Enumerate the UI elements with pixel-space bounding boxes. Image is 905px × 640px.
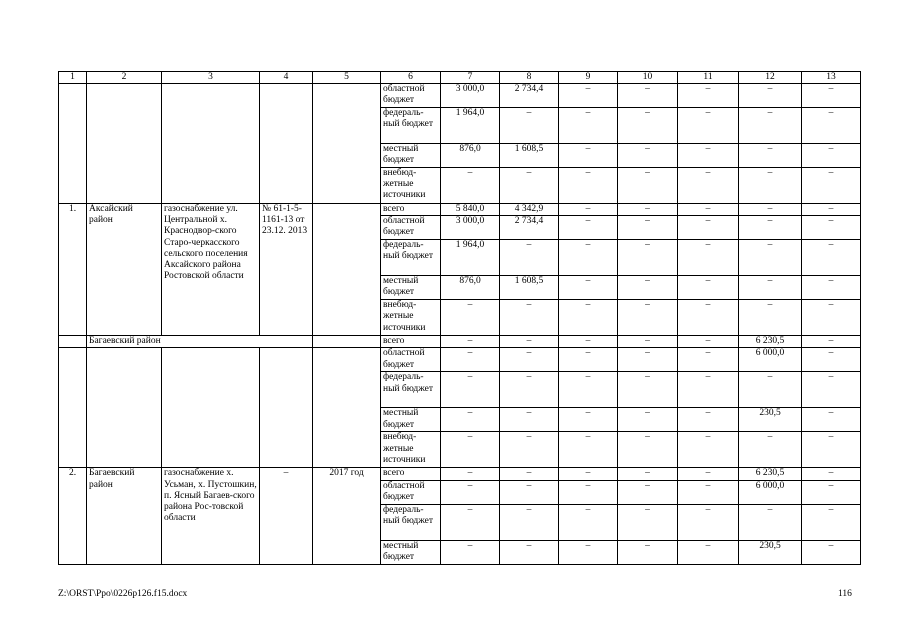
value-cell: –	[678, 216, 739, 240]
value-cell: –	[500, 348, 559, 372]
value-cell: –	[441, 408, 500, 432]
value-cell: –	[441, 504, 500, 540]
value-cell: –	[441, 480, 500, 504]
value-cell: –	[678, 300, 739, 336]
budget-category: областной бюджет	[381, 216, 441, 240]
value-cell: –	[618, 168, 678, 204]
table-row	[59, 84, 861, 108]
empty-cell	[59, 348, 87, 468]
value-cell: –	[618, 480, 678, 504]
header-cell: 13	[802, 72, 861, 84]
document-number: –	[260, 468, 313, 564]
value-cell: –	[559, 336, 618, 348]
value-cell: –	[802, 276, 861, 300]
value-cell: –	[559, 504, 618, 540]
value-cell: –	[618, 144, 678, 168]
value-cell: 2 734,4	[500, 216, 559, 240]
value-cell: 6 230,5	[739, 468, 802, 480]
value-cell: –	[500, 408, 559, 432]
value-cell: –	[739, 216, 802, 240]
empty-cell	[87, 84, 162, 204]
value-cell: –	[678, 480, 739, 504]
value-cell: –	[802, 348, 861, 372]
value-cell: –	[500, 432, 559, 468]
value-cell: –	[618, 276, 678, 300]
value-cell: –	[739, 204, 802, 216]
value-cell: –	[500, 372, 559, 408]
period-cell	[313, 204, 381, 336]
empty-cell	[313, 348, 381, 468]
value-cell: 876,0	[441, 144, 500, 168]
value-cell: –	[441, 432, 500, 468]
budget-category: внебюд-жетные источники	[381, 432, 441, 468]
value-cell: 1 608,5	[500, 276, 559, 300]
value-cell: –	[802, 84, 861, 108]
object-description: газоснабжение х. Усьман, х. Пустошкин, п. Ясный Багаев-ского района Рос-товской области	[162, 468, 260, 564]
value-cell: –	[618, 216, 678, 240]
value-cell: –	[441, 336, 500, 348]
value-cell: –	[559, 432, 618, 468]
value-cell: –	[678, 168, 739, 204]
value-cell: –	[500, 504, 559, 540]
value-cell: –	[618, 408, 678, 432]
value-cell: –	[678, 504, 739, 540]
value-cell: –	[678, 348, 739, 372]
header-cell: 7	[441, 72, 500, 84]
header-cell: 5	[313, 72, 381, 84]
value-cell: 230,5	[739, 408, 802, 432]
empty-cell	[260, 348, 313, 468]
value-cell: –	[739, 84, 802, 108]
value-cell: –	[618, 300, 678, 336]
value-cell: 1 608,5	[500, 144, 559, 168]
value-cell: 6 000,0	[739, 348, 802, 372]
value-cell: –	[500, 336, 559, 348]
value-cell: –	[559, 372, 618, 408]
value-cell: –	[802, 144, 861, 168]
value-cell: –	[618, 504, 678, 540]
header-cell: 3	[162, 72, 260, 84]
value-cell: –	[500, 168, 559, 204]
budget-category: федераль-ный бюджет	[381, 504, 441, 540]
value-cell: 3 000,0	[441, 216, 500, 240]
value-cell: –	[739, 432, 802, 468]
value-cell: –	[802, 204, 861, 216]
value-cell: –	[559, 240, 618, 276]
header-cell: 2	[87, 72, 162, 84]
value-cell: –	[618, 468, 678, 480]
value-cell: 2 734,4	[500, 84, 559, 108]
value-cell: –	[678, 240, 739, 276]
value-cell: –	[559, 108, 618, 144]
value-cell: –	[618, 348, 678, 372]
value-cell: –	[618, 108, 678, 144]
value-cell: –	[678, 432, 739, 468]
budget-category: местный бюджет	[381, 144, 441, 168]
value-cell: –	[802, 504, 861, 540]
value-cell: –	[618, 372, 678, 408]
value-cell: –	[559, 468, 618, 480]
value-cell: –	[802, 408, 861, 432]
empty-cell	[260, 84, 313, 204]
value-cell: –	[802, 168, 861, 204]
value-cell: –	[559, 216, 618, 240]
column-number-row	[59, 72, 861, 84]
document-number: № 61-1-5-1161-13 от 23.12. 2013	[260, 204, 313, 336]
budget-category: внебюд-жетные источники	[381, 168, 441, 204]
value-cell: –	[559, 168, 618, 204]
value-cell: –	[441, 300, 500, 336]
district-title: Багаевский район	[87, 336, 313, 348]
value-cell: 6 230,5	[739, 336, 802, 348]
value-cell: –	[678, 276, 739, 300]
empty-cell	[313, 336, 381, 348]
district-name: Аксайский район	[87, 204, 162, 336]
value-cell: –	[678, 372, 739, 408]
district-name: Багаевский район	[87, 468, 162, 564]
table-row	[59, 348, 861, 372]
object-description: газоснабжение ул. Центральной х. Краснодвор-ского Старо-черкасского сельского поселения Аксайского района Ростовской области	[162, 204, 260, 336]
budget-category: областной бюджет	[381, 348, 441, 372]
header-cell: 8	[500, 72, 559, 84]
value-cell: –	[739, 144, 802, 168]
value-cell: –	[802, 108, 861, 144]
budget-category: всего	[381, 204, 441, 216]
value-cell: –	[500, 108, 559, 144]
value-cell: –	[802, 480, 861, 504]
value-cell: –	[802, 372, 861, 408]
value-cell: –	[559, 300, 618, 336]
value-cell: 3 000,0	[441, 84, 500, 108]
value-cell: –	[739, 372, 802, 408]
district-total-row	[59, 336, 861, 348]
value-cell: –	[559, 276, 618, 300]
value-cell: –	[500, 468, 559, 480]
value-cell: –	[618, 336, 678, 348]
value-cell: –	[802, 336, 861, 348]
budget-category: внебюд-жетные источники	[381, 300, 441, 336]
budget-table	[58, 71, 861, 565]
value-cell: –	[739, 240, 802, 276]
value-cell: –	[559, 408, 618, 432]
header-cell: 6	[381, 72, 441, 84]
value-cell: –	[441, 468, 500, 480]
value-cell: –	[500, 540, 559, 564]
empty-cell	[162, 84, 260, 204]
value-cell: 4 342,9	[500, 204, 559, 216]
value-cell: –	[678, 336, 739, 348]
value-cell: 6 000,0	[739, 480, 802, 504]
value-cell: –	[441, 168, 500, 204]
row-number: 1.	[59, 204, 87, 336]
value-cell: –	[739, 108, 802, 144]
value-cell: 1 964,0	[441, 108, 500, 144]
budget-category: областной бюджет	[381, 480, 441, 504]
value-cell: –	[802, 540, 861, 564]
empty-cell	[313, 84, 381, 204]
value-cell: –	[618, 240, 678, 276]
file-path-footer: Z:\ORST\Ppo\0226p126.f15.docx	[58, 589, 188, 599]
budget-category: всего	[381, 336, 441, 348]
budget-category: всего	[381, 468, 441, 480]
value-cell: 230,5	[739, 540, 802, 564]
budget-category: федераль-ный бюджет	[381, 372, 441, 408]
header-cell: 10	[618, 72, 678, 84]
value-cell: –	[441, 348, 500, 372]
header-cell: 4	[260, 72, 313, 84]
budget-category: федераль-ный бюджет	[381, 108, 441, 144]
value-cell: –	[739, 300, 802, 336]
empty-cell	[59, 336, 87, 348]
value-cell: –	[618, 84, 678, 108]
row-number: 2.	[59, 468, 87, 564]
period-cell: 2017 год	[313, 468, 381, 564]
value-cell: –	[618, 540, 678, 564]
value-cell: –	[802, 432, 861, 468]
value-cell: –	[678, 144, 739, 168]
value-cell: –	[559, 348, 618, 372]
value-cell: –	[500, 300, 559, 336]
value-cell: –	[559, 84, 618, 108]
value-cell: –	[802, 468, 861, 480]
value-cell: –	[559, 144, 618, 168]
empty-cell	[59, 84, 87, 204]
value-cell: –	[441, 540, 500, 564]
table-row	[59, 204, 861, 216]
value-cell: –	[441, 372, 500, 408]
value-cell: –	[678, 540, 739, 564]
value-cell: 876,0	[441, 276, 500, 300]
value-cell: –	[618, 204, 678, 216]
page-number: 116	[838, 589, 852, 599]
header-cell: 12	[739, 72, 802, 84]
value-cell: –	[559, 204, 618, 216]
value-cell: –	[500, 240, 559, 276]
value-cell: –	[678, 468, 739, 480]
budget-category: местный бюджет	[381, 540, 441, 564]
value-cell: 1 964,0	[441, 240, 500, 276]
value-cell: –	[802, 240, 861, 276]
value-cell: –	[802, 216, 861, 240]
header-cell: 9	[559, 72, 618, 84]
empty-cell	[162, 348, 260, 468]
table-row	[59, 468, 861, 480]
budget-category: областной бюджет	[381, 84, 441, 108]
value-cell: –	[559, 540, 618, 564]
value-cell: –	[618, 432, 678, 468]
value-cell: –	[678, 204, 739, 216]
value-cell: –	[739, 504, 802, 540]
budget-category: федераль-ный бюджет	[381, 240, 441, 276]
header-cell: 11	[678, 72, 739, 84]
value-cell: –	[678, 108, 739, 144]
budget-category: местный бюджет	[381, 408, 441, 432]
empty-cell	[87, 348, 162, 468]
value-cell: –	[802, 300, 861, 336]
value-cell: –	[559, 480, 618, 504]
value-cell: –	[500, 480, 559, 504]
value-cell: –	[739, 276, 802, 300]
value-cell: –	[739, 168, 802, 204]
header-cell: 1	[59, 72, 87, 84]
value-cell: –	[678, 84, 739, 108]
budget-category: местный бюджет	[381, 276, 441, 300]
value-cell: 5 840,0	[441, 204, 500, 216]
value-cell: –	[678, 408, 739, 432]
